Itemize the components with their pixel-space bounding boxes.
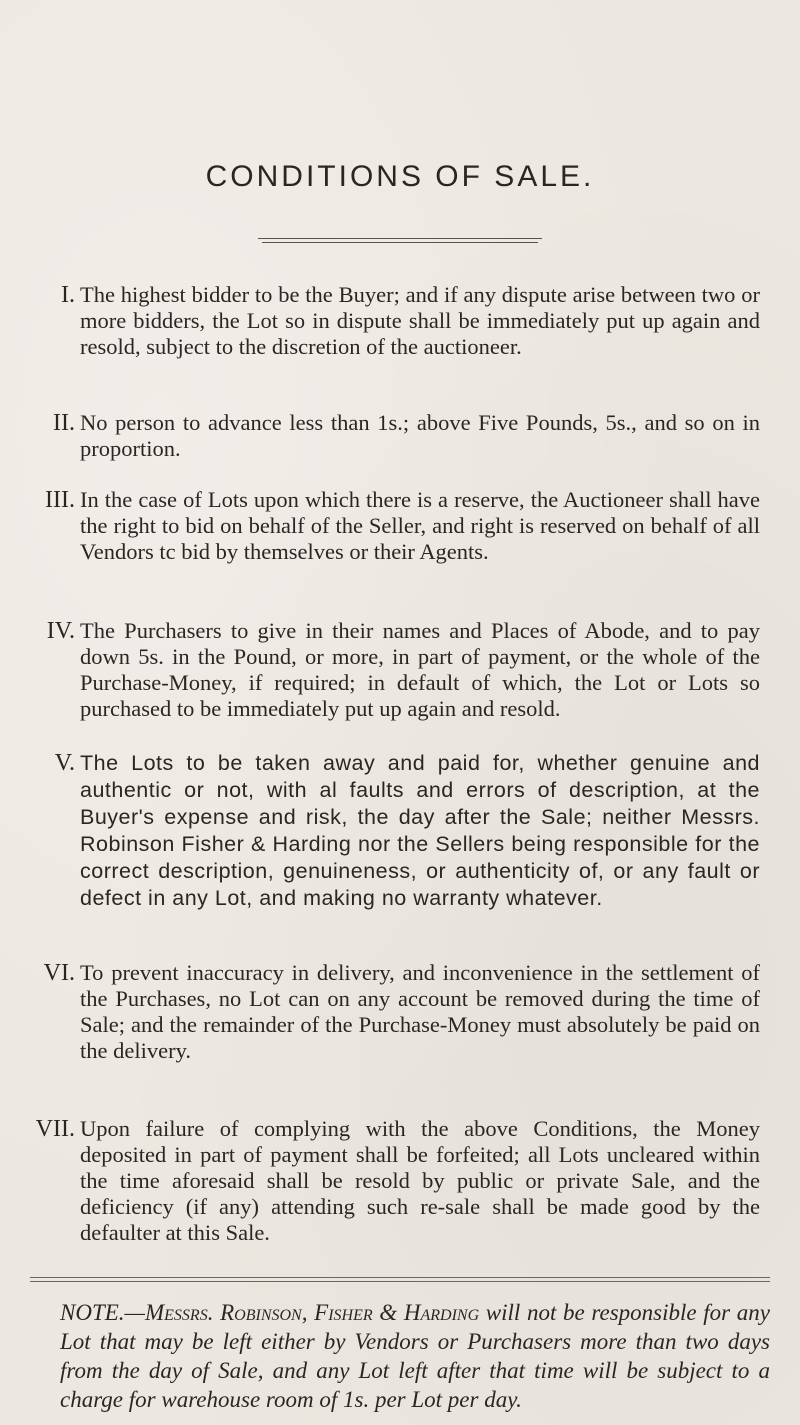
clause-numeral: III.	[45, 487, 75, 513]
clause-text: The highest bidder to be the Buyer; and if any dispute arise between two or more bidders, the Lot so in dispute shall be immediately put up again and resold, subject to the discretion of the auctioneer.	[80, 282, 760, 359]
clause-text: In the case of Lots upon which there is a reserve, the Auctioneer shall have the right to bid on behalf of the Seller, and right is reserved on behalf of all Vendors tc bid by themselves or their Agents.	[80, 487, 760, 564]
note-paragraph	[60, 1298, 770, 1414]
clause-numeral: II.	[53, 410, 75, 436]
clause-text: To prevent inaccuracy in delivery, and inconvenience in the settlement of the Purchases, no Lot can on any account be removed during the time of Sale; and the remainder of the Purchase-Money must absolutely be paid on the delivery.	[80, 960, 760, 1063]
note-firms: Messrs. Robinson, Fisher & Harding	[145, 1300, 480, 1325]
note-divider-second	[30, 1281, 770, 1282]
note-lead: NOTE.—	[60, 1300, 145, 1325]
clause-text: The Purchasers to give in their names and Places of Abode, and to pay down 5s. in the Pound, or more, in part of payment, or the whole of the Purchase-Money, if required; in default of which, the Lot or Lots so purchased to be immediately put up again and resold.	[80, 618, 760, 721]
clause-numeral: IV.	[46, 618, 75, 644]
clause-numeral: I.	[61, 282, 75, 308]
clause-numeral: VI.	[43, 960, 75, 986]
note-text: will not be responsible for any Lot that may be left either by Vendors or Purchasers more than two days from the day of Sale, and any Lot left after that time will be subject to a charge for warehouse room of 1s. per Lot per day.	[60, 1300, 770, 1412]
page-title: CONDITIONS OF SALE.	[205, 160, 595, 193]
clause-text: Upon failure of complying with the above Conditions, the Money deposited in part of payment shall be forfeited; all Lots uncleared within the time aforesaid shall be resold by public or private Sale, and the deficiency (if any) attending such re-sale shall be made good by the defaulter at this Sale.	[80, 1116, 760, 1245]
clause-text: No person to advance less than 1s.; above Five Pounds, 5s., and so on in proportion.	[80, 410, 760, 461]
clause-text: The Lots to be taken away and paid for, whether genuine and authentic or not, with al faults and errors of description, at the Buyer's expense and risk, the day after the Sale; neither Messrs. Robinson Fisher & Harding nor the Sellers being responsible for the correct description, genuineness, or authenticity of, or any fault or defect in any Lot, and making no warranty whatever.	[80, 751, 760, 910]
title-rule-second	[262, 242, 538, 243]
note-divider	[30, 1277, 770, 1278]
title-rule	[258, 238, 542, 239]
clause-numeral: VII.	[35, 1116, 75, 1142]
clause-numeral: V.	[54, 750, 75, 776]
